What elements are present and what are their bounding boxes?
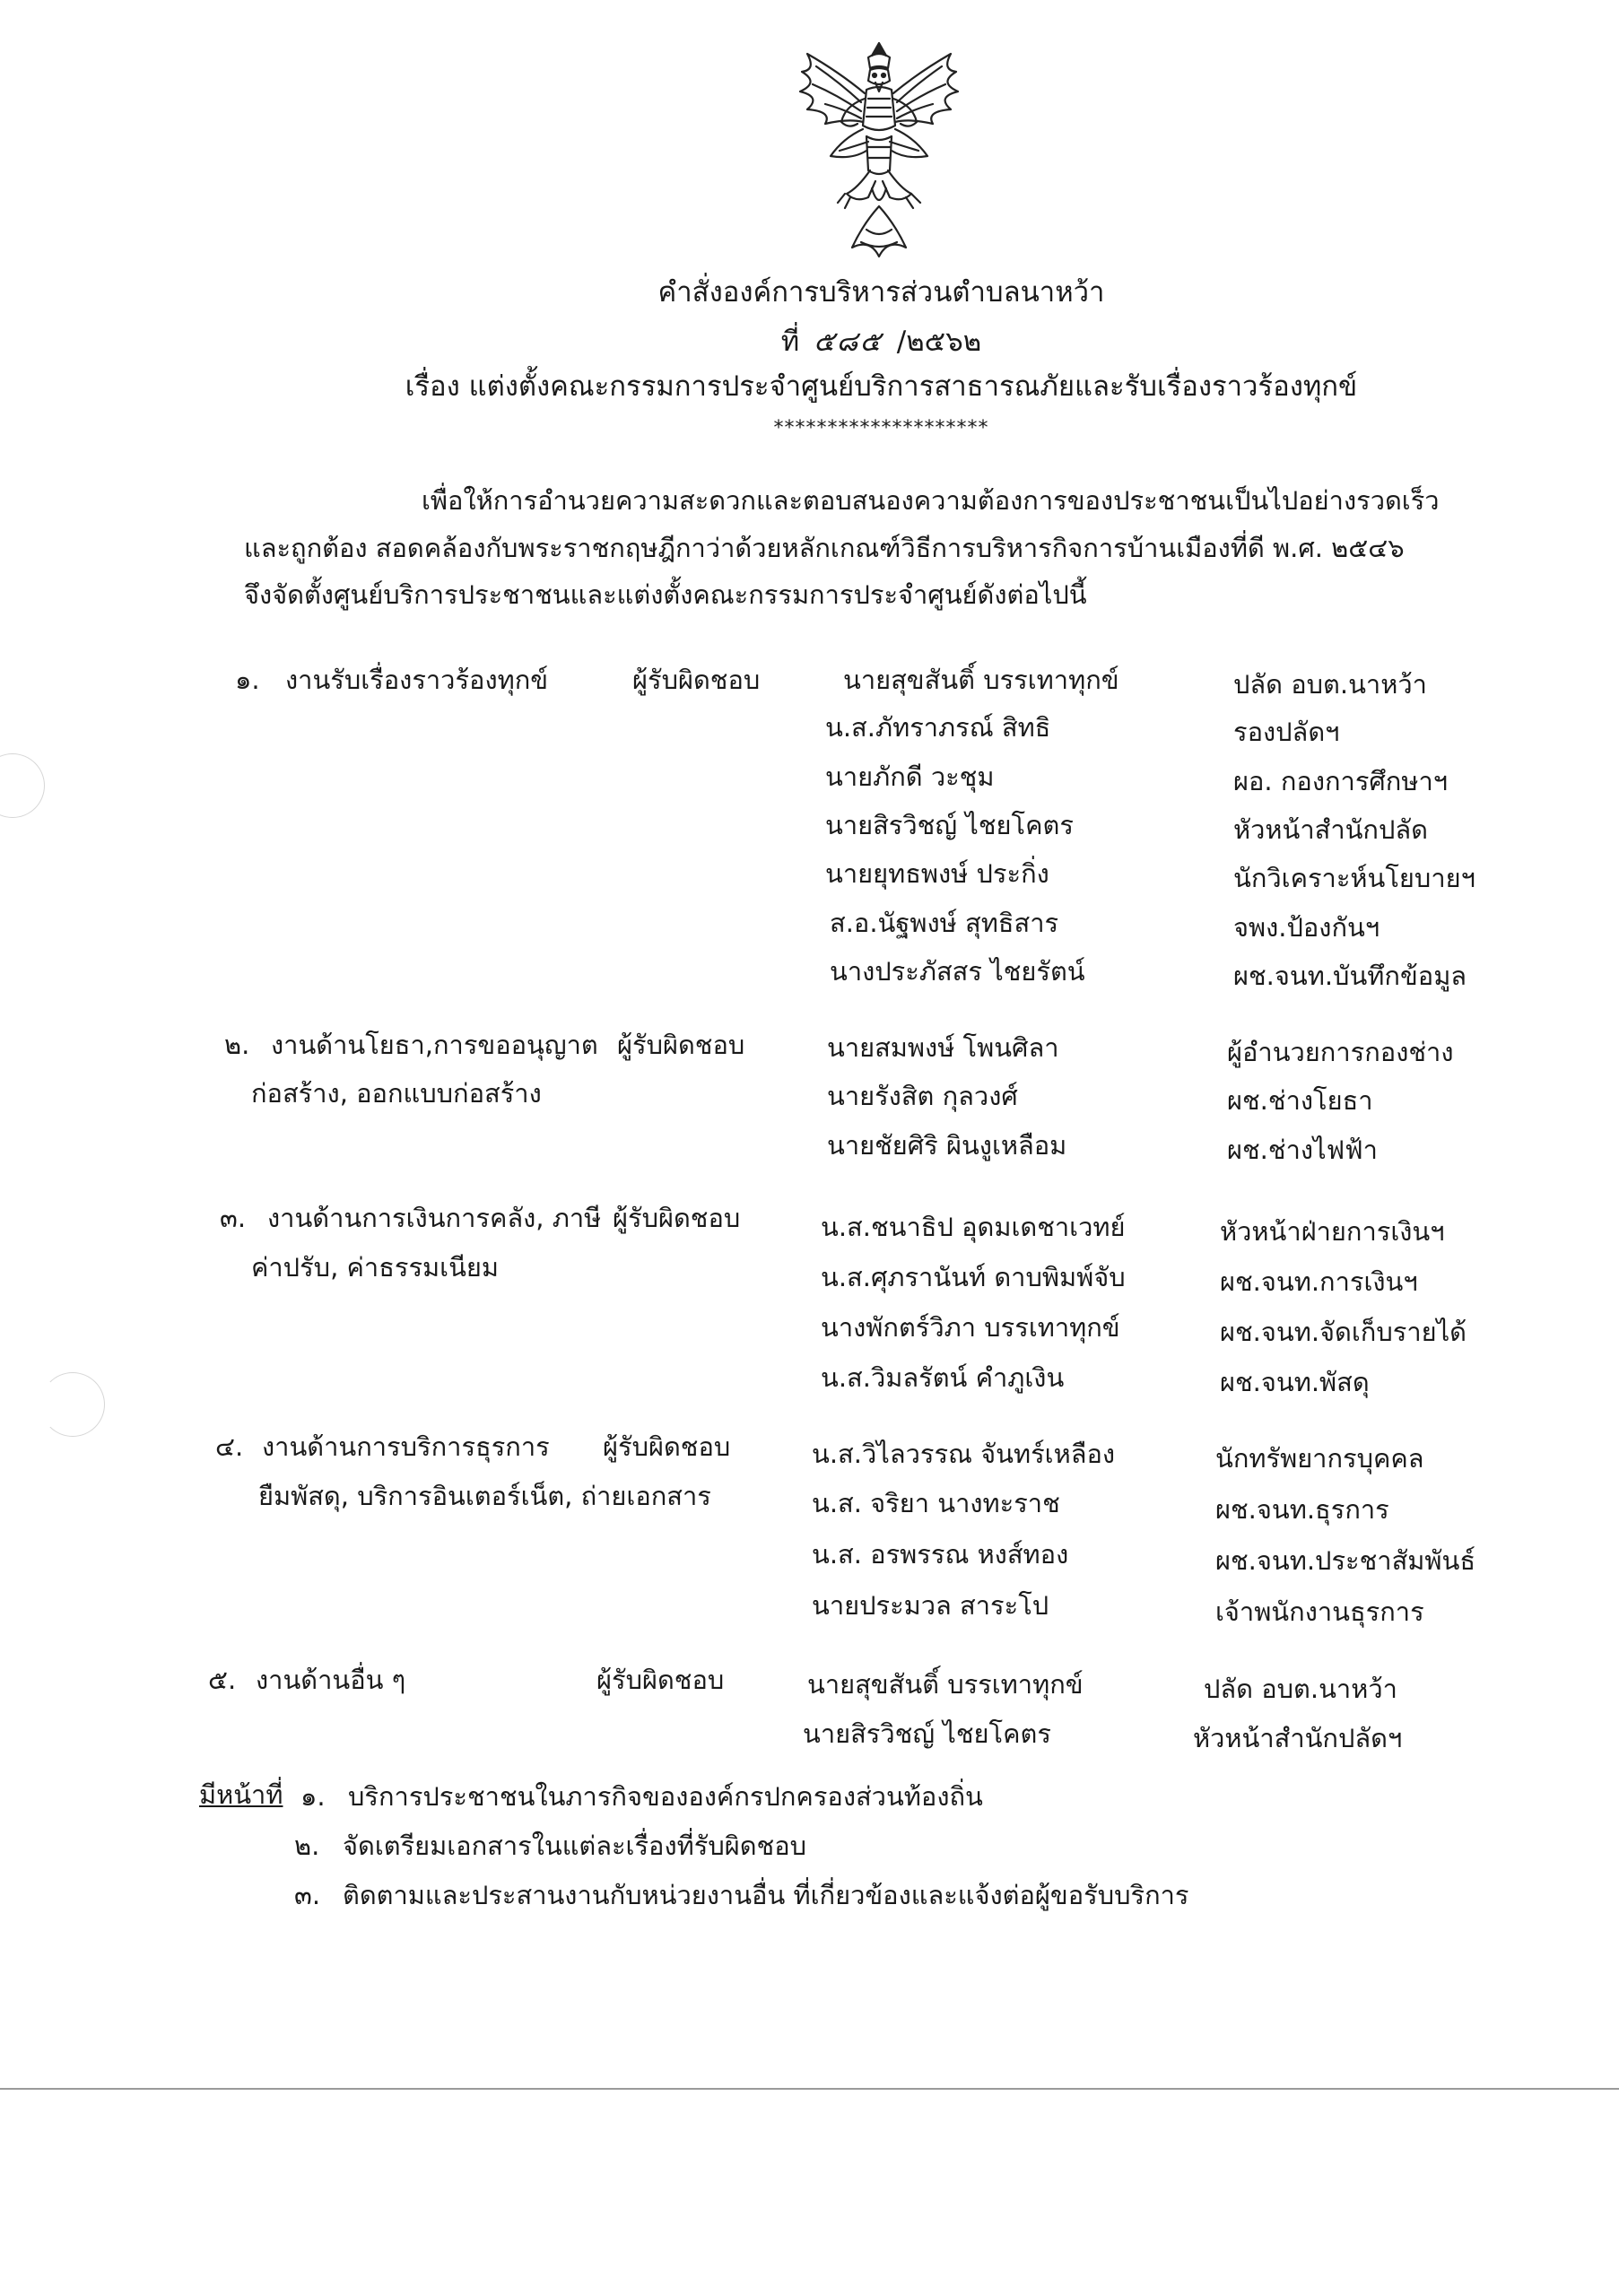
member-name: นางพักตร์วิภา บรรเทาทุกข์ xyxy=(821,1312,1120,1343)
member-position: ผช.จนท.พัสดุ xyxy=(1220,1367,1370,1397)
member-position: เจ้าพนักงานธุรการ xyxy=(1215,1596,1424,1627)
member-position: หัวหน้าฝ่ายการเงินฯ xyxy=(1220,1216,1445,1247)
section-title: งานด้านโยธา,การขออนุญาต xyxy=(271,1030,598,1060)
member-name: น.ส.วิไลวรรณ จันทร์เหลือง xyxy=(812,1439,1116,1469)
member-name: นายรังสิต กุลวงศ์ xyxy=(827,1081,1018,1111)
separator-stars: ******************** xyxy=(773,417,989,439)
member-name: นายประมวล สาระโป xyxy=(812,1590,1049,1621)
duty-text: บริการประชาชนในภารกิจขององค์กรปกครองส่วนท้องถิ่น xyxy=(348,1781,983,1812)
section-title: งานด้านอื่น ๆ xyxy=(256,1665,406,1695)
member-name: น.ส.ชนาธิป อุดมเดชาเวทย์ xyxy=(821,1212,1126,1242)
member-name: น.ส.ศุภรานันท์ ดาบพิมพ์จับ xyxy=(821,1262,1126,1292)
member-position: รองปลัดฯ xyxy=(1233,717,1340,747)
section-number: ๕. xyxy=(208,1665,237,1695)
order-number-handwritten: ๕๘๕ xyxy=(814,326,883,358)
member-name: น.ส.ภัทราภรณ์ สิทธิ xyxy=(825,712,1051,743)
responsible-label: ผู้รับผิดชอบ xyxy=(617,1030,745,1060)
intro-line-3: จึงจัดตั้งศูนย์บริการประชาชนและแต่งตั้งคณะกรรมการประจำศูนย์ดังต่อไปนี้ xyxy=(244,579,1087,610)
garuda-emblem xyxy=(789,36,969,265)
member-position: ผช.จนท.บันทึกข้อมูล xyxy=(1233,961,1467,991)
section-title: งานรับเรื่องราวร้องทุกข์ xyxy=(285,665,549,695)
member-name: นายยุทธพงษ์ ประกิ่ง xyxy=(825,858,1049,889)
member-position: ผช.จนท.การเงินฯ xyxy=(1220,1266,1418,1297)
section-number: ๓. xyxy=(220,1203,247,1233)
section-title: งานด้านการเงินการคลัง, ภาษี xyxy=(267,1203,602,1233)
responsible-label: ผู้รับผิดชอบ xyxy=(603,1431,731,1462)
duty-text: จัดเตรียมเอกสารในแต่ละเรื่องที่รับผิดชอบ xyxy=(343,1831,807,1861)
member-position: ผช.ช่างไฟฟ้า xyxy=(1227,1135,1378,1165)
member-name: น.ส. จริยา นางทะราช xyxy=(812,1488,1060,1518)
member-name: นายชัยศิริ ผินงูเหลือม xyxy=(827,1130,1067,1161)
member-position: ผช.จนท.ธุรการ xyxy=(1215,1494,1389,1525)
page-bottom-rule xyxy=(0,2088,1619,2090)
intro-line-2: และถูกต้อง สอดคล้องกับพระราชกฤษฎีกาว่าด้วยหลักเกณฑ์วิธีการบริหารกิจการบ้านเมืองที่ดี พ.ศ. ๒๕๔๖ xyxy=(244,533,1405,563)
member-position: ปลัด อบต.นาหว้า xyxy=(1233,669,1427,700)
member-name: นายสิรวิชญ์ ไชยโคตร xyxy=(825,810,1074,840)
member-position: ผอ. กองการศึกษาฯ xyxy=(1233,766,1449,796)
member-name: ส.อ.นัฐพงษ์ สุทธิสาร xyxy=(830,908,1059,938)
punch-hole-mark xyxy=(0,753,45,818)
section-title-line2: ยืมพัสดุ, บริการอินเตอร์เน็ต, ถ่ายเอกสาร xyxy=(258,1481,711,1511)
member-position: ผช.จนท.จัดเก็บรายได้ xyxy=(1220,1317,1467,1347)
member-position: ผู้อำนวยการกองช่าง xyxy=(1227,1037,1454,1067)
section-title: งานด้านการบริการธุรการ xyxy=(262,1431,550,1462)
order-title: คำสั่งองค์การบริหารส่วนตำบลนาหว้า xyxy=(657,276,1105,309)
member-name: นายสิรวิชญ์ ไชยโคตร xyxy=(803,1718,1051,1749)
member-position: หัวหน้าสำนักปลัดฯ xyxy=(1193,1723,1403,1753)
member-position: จพง.ป้องกันฯ xyxy=(1233,912,1380,943)
member-name: นายภักดี วะชุม xyxy=(825,761,995,792)
member-name: น.ส. อรพรรณ หงส์ทอง xyxy=(812,1539,1069,1570)
member-position: ผช.ช่างโยธา xyxy=(1227,1085,1373,1116)
duty-number: ๑. xyxy=(300,1781,326,1812)
duty-text: ติดตามและประสานงานกับหน่วยงานอื่น ที่เกี่ยวข้องและแจ้งต่อผู้ขอรับบริการ xyxy=(343,1880,1189,1910)
punch-hole-mark xyxy=(40,1372,105,1437)
member-position: นักทรัพยากรบุคคล xyxy=(1215,1443,1424,1474)
duties-label: มีหน้าที่ xyxy=(199,1779,283,1810)
member-name: นายสุขสันติ์ บรรเทาทุกข์ xyxy=(807,1669,1084,1700)
order-number xyxy=(72,318,1619,363)
member-name: นางประภัสสร ไชยรัตน์ xyxy=(830,956,1085,987)
order-subject: เรื่อง แต่งตั้งคณะกรรมการประจำศูนย์บริการสาธารณภัยและรับเรื่องราวร้องทุกข์ xyxy=(405,370,1358,403)
member-position: นักวิเคราะห์นโยบายฯ xyxy=(1233,863,1475,893)
member-name: น.ส.วิมลรัตน์ คำภูเงิน xyxy=(821,1362,1065,1393)
section-number: ๒. xyxy=(224,1030,250,1060)
member-position: ผช.จนท.ประชาสัมพันธ์ xyxy=(1215,1545,1476,1576)
intro-line-1: เพื่อให้การอำนวยความสะดวกและตอบสนองความต้องการของประชาชนเป็นไปอย่างรวดเร็ว xyxy=(422,485,1440,516)
responsible-label: ผู้รับผิดชอบ xyxy=(613,1203,741,1233)
section-title-line2: ค่าปรับ, ค่าธรรมเนียม xyxy=(251,1252,500,1283)
order-number-year: /๒๕๖๒ xyxy=(896,326,982,358)
duty-number: ๒. xyxy=(294,1831,320,1861)
order-number-prefix: ที่ xyxy=(780,326,800,358)
duty-number: ๓. xyxy=(294,1880,321,1910)
member-name: นายสุขสันติ์ บรรเทาทุกข์ xyxy=(843,665,1119,695)
section-number: ๔. xyxy=(215,1431,244,1462)
section-title-line2: ก่อสร้าง, ออกแบบก่อสร้าง xyxy=(251,1078,542,1109)
section-number: ๑. xyxy=(235,665,260,695)
responsible-label: ผู้รับผิดชอบ xyxy=(596,1665,725,1695)
member-position: ปลัด อบต.นาหว้า xyxy=(1204,1674,1397,1704)
member-position: หัวหน้าสำนักปลัด xyxy=(1233,814,1429,845)
responsible-label: ผู้รับผิดชอบ xyxy=(632,665,761,695)
member-name: นายสมพงษ์ โพนศิลา xyxy=(827,1032,1059,1063)
